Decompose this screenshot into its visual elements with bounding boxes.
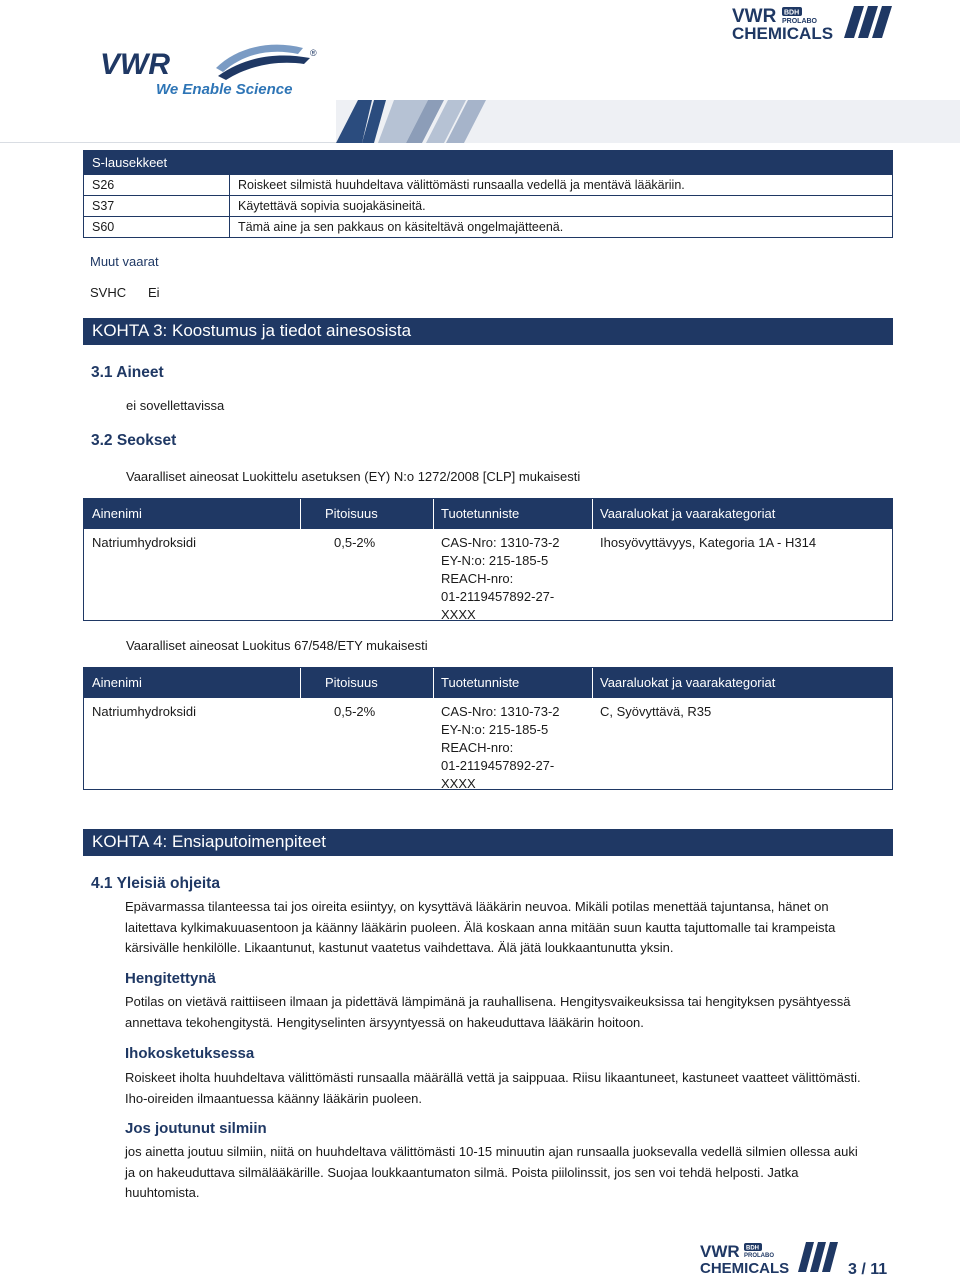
logo-wordmark: VWR <box>100 48 170 81</box>
hazard-class: C, Syövyttävä, R35 <box>600 704 712 719</box>
svg-text:CHEMICALS: CHEMICALS <box>700 1260 790 1276</box>
skin-contact-text: Roiskeet iholta huuhdeltava välittömästi runsaalla määrällä vettä ja saippuaa. Riisu likaantuneet, kastuneet vaatteet välittömästi. Iho-oireiden ilmaantuessa käänny lääkärin puoleen. <box>125 1070 861 1106</box>
eye-contact-text: jos ainetta joutuu silmiin, niitä on huuhdeltava välittömästi 10-15 minuutin ajan runsaalla juoksevalla vedellä silmien ollessa auki ja on hakeuduttava silmälääkärille. Suojaa loukkaantumaton silmä. Poista piilolinssit, jos sen voi tehdä helposti. Jatka huuhtomista. <box>125 1144 858 1200</box>
table-header: Ainenimi Pitoisuus Tuotetunniste Vaaraluokat ja vaarakategoriat <box>84 668 892 698</box>
svhc-value: Ei <box>148 285 160 300</box>
logo-tagline: We Enable Science <box>156 81 293 98</box>
header-stripes-decoration <box>336 100 960 143</box>
section-3-title: KOHTA 3: Koostumus ja tiedot ainesosista <box>83 318 893 345</box>
table-row: S60 Tämä aine ja sen pakkaus on käsiteltävä ongelmajätteenä. <box>84 217 893 238</box>
svhc-label: SVHC <box>90 285 127 300</box>
svg-text:VWR: VWR <box>700 1242 740 1261</box>
s-phrases-title: S-lausekkeet <box>84 151 230 175</box>
vwr-logo <box>98 38 323 100</box>
registered-icon: ® <box>310 48 317 58</box>
subsection-3-2-title: 3.2 Seokset <box>91 432 177 449</box>
inhalation-title: Hengitettynä <box>125 970 216 987</box>
svg-text:VWR: VWR <box>732 6 777 27</box>
composition-table-dsd <box>83 667 893 790</box>
substances-note: ei sovellettavissa <box>126 398 225 413</box>
table-header: Ainenimi Pitoisuus Tuotetunniste Vaaraluokat ja vaarakategoriat <box>84 499 892 529</box>
table-row: S37 Käytettävä sopivia suojakäsineitä. <box>84 196 893 217</box>
svg-text:CHEMICALS: CHEMICALS <box>732 24 834 42</box>
concentration: 0,5-2% <box>334 535 376 550</box>
svg-text:BDH: BDH <box>746 1245 759 1252</box>
vwr-chemicals-logo <box>732 4 892 42</box>
inhalation-text: Potilas on vietävä raittiiseen ilmaan ja pidettävä lämpimänä ja rauhallisena. Hengitysvaikeuksissa tai hengityksen pysähtyessä annettava tekohengitystä. Hengityselinten ärsyyntyessä on hakeuduttava lääkärin hoitoon. <box>125 994 851 1030</box>
table-row: S26 Roiskeet silmistä huuhdeltava välittömästi runsaalla vedellä ja mentävä lääkäriin. <box>84 175 893 196</box>
footer-vwr-chemicals-logo <box>700 1240 840 1276</box>
concentration: 0,5-2% <box>334 704 376 719</box>
page-header <box>0 0 960 143</box>
page-number: 3 / 11 <box>848 1261 888 1278</box>
eye-contact-title: Jos joutunut silmiin <box>125 1120 267 1137</box>
svg-text:PROLABO: PROLABO <box>782 18 817 25</box>
general-advice-text: Epävarmassa tilanteessa tai jos oireita esiintyy, on kysyttävä lääkärin neuvoa. Mikäli potilas menettää tajuntansa, hänet on laitettava kylkimakuuasentoon ja käänny lääkärin puoleen. Älä koskaan anna mitään suun kautta tajuttomalle tai krampeista kärsivälle henkilölle. Likaantunut, kastunut vaatetus vaihdettava. Älä jätä loukkaantunutta yksin. <box>125 899 836 955</box>
product-identifier: CAS-Nro: 1310-73-2 EY-N:o: 215-185-5 REACH-nro: 01-2119457892-27- XXXX <box>441 535 560 622</box>
skin-contact-title: Ihokosketuksessa <box>125 1045 255 1062</box>
subsection-3-1-title: 3.1 Aineet <box>91 364 164 381</box>
subsection-4-1-title: 4.1 Yleisiä ohjeita <box>91 875 220 892</box>
table2-caption: Vaaralliset aineosat Luokitus 67/548/ETY mukaisesti <box>126 638 428 653</box>
s-phrases-table <box>83 150 893 238</box>
composition-table-clp <box>83 498 893 621</box>
svg-text:PROLABO: PROLABO <box>744 1253 774 1259</box>
s-phrases-header-blank <box>230 151 893 175</box>
substance-name: Natriumhydroksidi <box>92 704 197 719</box>
section-4-title: KOHTA 4: Ensiaputoimenpiteet <box>83 829 893 856</box>
svg-text:BDH: BDH <box>784 9 800 17</box>
product-identifier: CAS-Nro: 1310-73-2 EY-N:o: 215-185-5 REACH-nro: 01-2119457892-27- XXXX <box>441 704 560 791</box>
hazard-class: Ihosyövyttävyys, Kategoria 1A - H314 <box>600 535 817 550</box>
substance-name: Natriumhydroksidi <box>92 535 197 550</box>
other-hazards-title: Muut vaarat <box>90 254 159 269</box>
table1-caption: Vaaralliset aineosat Luokittelu asetuksen (EY) N:o 1272/2008 [CLP] mukaisesti <box>126 469 581 484</box>
